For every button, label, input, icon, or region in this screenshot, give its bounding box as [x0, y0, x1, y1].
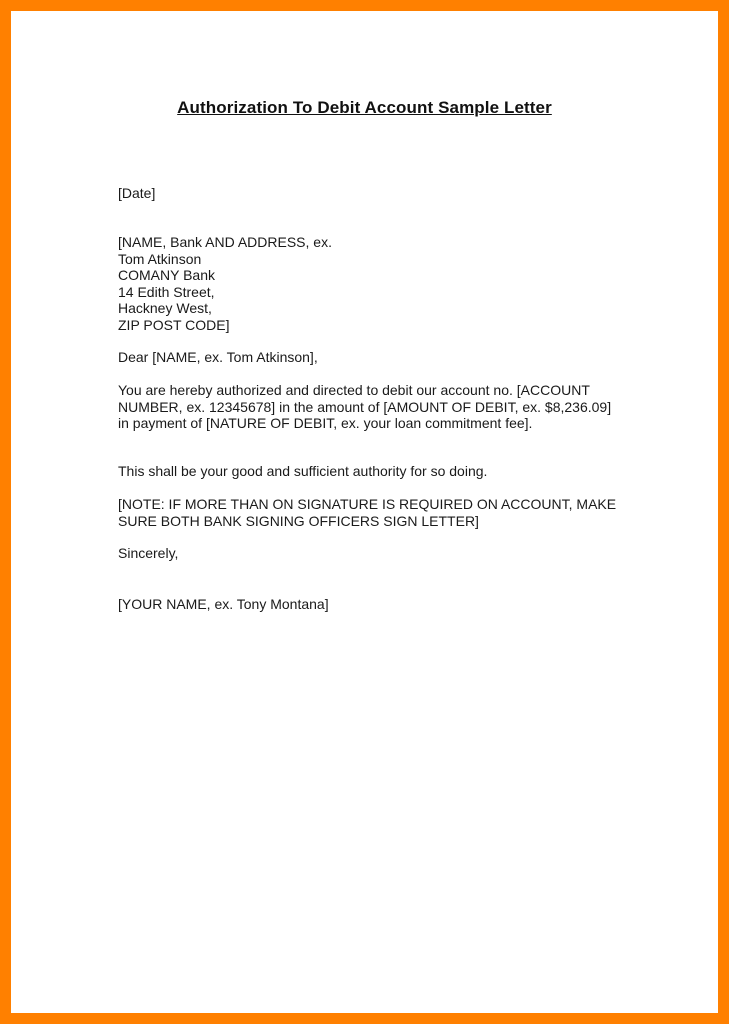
- letter-date: [Date]: [118, 185, 156, 201]
- recipient-address: [118, 234, 618, 333]
- signature-name: [YOUR NAME, ex. Tony Montana]: [118, 596, 329, 612]
- address-line: [NAME, Bank AND ADDRESS, ex.: [118, 234, 332, 250]
- letter-page: [11, 11, 718, 1013]
- address-line: COMANY Bank: [118, 267, 215, 283]
- address-line: ZIP POST CODE]: [118, 316, 230, 333]
- letter-title: Authorization To Debit Account Sample Letter: [177, 98, 552, 117]
- address-line: Hackney West,: [118, 300, 212, 316]
- authority-paragraph: This shall be your good and sufficient authority for so doing.: [118, 463, 488, 479]
- salutation: Dear [NAME, ex. Tom Atkinson],: [118, 349, 318, 365]
- signature-note: [NOTE: IF MORE THAN ON SIGNATURE IS REQUIRED ON ACCOUNT, MAKE SURE BOTH BANK SIGNING OFFICERS SIGN LETTER]: [118, 496, 617, 529]
- address-line: Tom Atkinson: [118, 250, 202, 267]
- closing: Sincerely,: [118, 545, 179, 561]
- address-line: 14 Edith Street,: [118, 283, 215, 300]
- authorization-paragraph: You are hereby authorized and directed to debit our account no. [ACCOUNT NUMBER, ex. 12345678] in the amount of [AMOUNT OF DEBIT, ex. $8,236.09] in payment of [NATURE OF DEBIT, ex. your loan commitment fee].: [118, 382, 612, 431]
